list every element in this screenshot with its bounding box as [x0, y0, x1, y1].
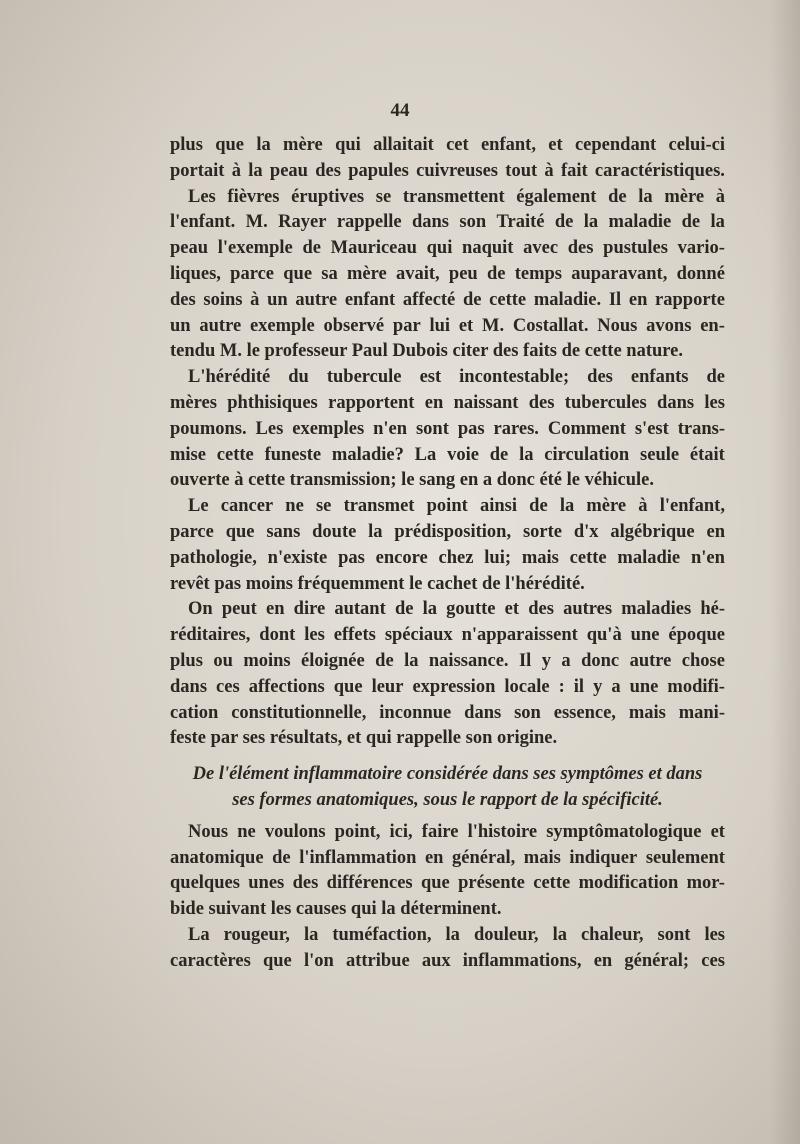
text-line: dans ces affections que leur expression locale : il y a une modifi- [170, 676, 725, 697]
text-line: Les fièvres éruptives se transmettent également de la mère à [188, 186, 725, 207]
text-line: La rougeur, la tuméfaction, la douleur, la chaleur, sont les [188, 924, 725, 945]
text-line: portait à la peau des papules cuivreuses tout à fait caractéristiques. [170, 160, 725, 181]
section-heading: ses formes anatomiques, sous le rapport de la spécificité. [232, 789, 663, 810]
text-line: feste par ses résultats, et qui rappelle son origine. [170, 728, 558, 749]
text-line: Le cancer ne se transmet point ainsi de la mère à l'enfant, [188, 496, 725, 517]
text-line: mères phthisiques rapportent en naissant des tubercules dans les [170, 392, 725, 413]
text-line: quelques unes des différences que présente cette modification mor- [170, 873, 725, 894]
spacer [170, 752, 725, 762]
text-line: poumons. Les exemples n'en sont pas rares. Comment s'est trans- [170, 418, 725, 439]
text-line: peau l'exemple de Mauriceau qui naquit avec des pustules vario- [170, 238, 725, 259]
text-line: plus ou moins éloignée de la naissance. Il y a donc autre chose [170, 650, 725, 671]
text-line: tendu M. le professeur Paul Dubois citer des faits de cette nature. [170, 341, 683, 362]
page-number: 44 [390, 100, 410, 121]
text-line: Nous ne voulons point, ici, faire l'histoire symptômatologique et [188, 821, 725, 842]
text-line: On peut en dire autant de la goutte et des autres maladies hé- [188, 599, 725, 620]
text-line: bide suivant les causes qui la déterminent. [170, 899, 502, 920]
text-line: l'enfant. M. Rayer rappelle dans son Traité de la maladie de la [170, 212, 725, 233]
text-line: un autre exemple observé par lui et M. Costallat. Nous avons en- [170, 315, 725, 336]
text-line: mise cette funeste maladie? La voie de la circulation seule était [170, 444, 725, 465]
text-line: L'hérédité du tubercule est incontestable; des enfants de [188, 367, 725, 388]
text-line: des soins à un autre enfant affecté de cette maladie. Il en rapporte [170, 289, 725, 310]
text-line: ouverte à cette transmission; le sang en a donc été le véhicule. [170, 470, 654, 491]
text-line: plus que la mère qui allaitait cet enfant, et cependant celui-ci [170, 135, 725, 155]
text-line: pathologie, n'existe pas encore chez lui; mais cette maladie n'en [170, 547, 725, 568]
section-heading: De l'élément inflammatoire considérée dans ses symptômes et dans [192, 764, 703, 785]
body-text [170, 133, 725, 975]
text-line: caractères que l'on attribue aux inflammations, en général; ces [170, 950, 725, 971]
text-line: parce que sans doute la prédisposition, sorte d'x algébrique en [170, 521, 725, 542]
text-line: cation constitutionnelle, inconnue dans son essence, mais mani- [170, 702, 725, 723]
text-line: anatomique de l'inflammation en général, mais indiquer seulement [170, 847, 725, 868]
text-line: liques, parce que sa mère avait, peu de temps auparavant, donné [170, 263, 725, 284]
text-line: réditaires, dont les effets spéciaux n'apparaissent qu'à une époque [170, 625, 725, 646]
text-line: revêt pas moins fréquemment le cachet de l'hérédité. [170, 573, 585, 594]
